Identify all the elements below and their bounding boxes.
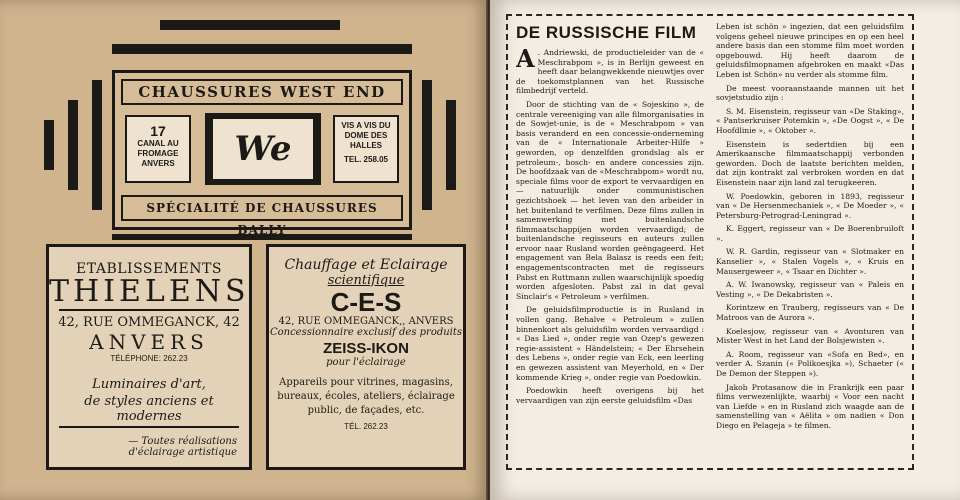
bally-logo [205,113,321,185]
article-paragraph: W. R. Gardin, regisseur van « Slotmaker en Kanselier », « Stalen Vogels », « Kruis en Mausergeweer », « Tsaar en Dichter ». [716,247,904,276]
divider [59,309,239,311]
ces-tel: TÉL. 262.23 [344,422,388,431]
decorative-bar [92,80,102,210]
article-paragraph: Korintzew en Trauberg, regisseurs van « De Matroos van de Aurora ». [716,303,904,323]
thielens-city: ANVERS [89,330,209,354]
article-paragraph [516,44,704,96]
thielens-street: 42, RUE OMMEGANCK, 42 [58,315,240,330]
article-column-2 [716,22,904,462]
ces-brand: ZEISS-IKON [323,340,409,357]
bally-tel: TEL. 258.05 [343,155,389,164]
bally-vis-a-vis: VIS A VIS DU DOME DES HALLES [341,121,391,150]
decorative-bar [160,20,340,30]
thielens-tel: TÉLÉPHONE: 262.23 [110,354,188,363]
ces-advertisement [266,244,466,470]
ces-concession: Concessionnaire exclusif des produits [269,327,463,338]
ces-street: 42, RUE OMMEGANCK,, ANVERS [278,316,454,327]
article-paragraph: De geluidsfilmproductie is in Rusland in vollen gang. Behalve « Petroleum » zullen binnenkort als geluidsfilm worden vervaardigd : « Das Lied », onder regie van Ozep's gewezen regie-assistent « Händelstein; « Der Ehrsehein des Lebens », onder regie van Eck, een leerling en gewezen assistent van Meyerhold, en « Der kommende Krieg », onder regie van Poedowkin. [516,305,704,382]
decorative-bar [422,80,432,210]
bally-advertisement [40,20,460,240]
article-columns [516,22,904,462]
article-paragraph: A. Room, regisseur van «Sofa en Bed», en verder A. Szanin (« Polikoesjka »), Schaeter (« De Demon der Steppen »). [716,349,904,378]
article-paragraph: Jakob Protasanow die in Frankrijk een paar films verwezenlijkte, waarbij « Voor een nacht van Liefde » en in Rusland zich waagde aan de samenstelling van « Aëlita » om nadien « Don Diego en Pelageja » te filmen. [716,382,904,430]
bally-location-box [333,115,399,183]
bally-address-box [125,115,191,183]
decorative-bar [446,100,456,190]
thielens-line4: d'éclairage artistique [128,447,237,458]
bally-logo-text: We [213,119,313,179]
article-paragraph: S. M. Eisenstein, regisseur van «De Staking», « Pantserkruiser Potemkin », «De Oogst », « De Hoofdlinie », « Oktober ». [716,106,904,135]
article-title: DE RUSSISCHE FILM [516,23,697,42]
thielens-line2: de styles anciens et modernes [59,394,239,428]
bally-address-number: 17 [150,123,166,139]
ces-logo: C-E-S [330,287,402,317]
drop-cap: A [516,44,535,73]
ces-subheading: scientifique [327,273,405,288]
article-paragraph: De meest vooraanstaande mannen uit het sovjetstudio zijn : [716,83,904,103]
thielens-name: THIELENS [49,274,250,309]
article-text: . Andriewski, de productieleider van de « Meschrabpom », is in Berlijn geweest en heeft daar belangwekkende nieuwtjes over de toekomstplannen van het Russische filmbedrijf verteld. [516,48,704,96]
article-paragraph: Poedowkin heeft overigens bij het vervaardigen van zijn eerste geluidsfilm «Das [516,386,704,405]
thielens-heading: ETABLISSEMENTS [76,261,222,277]
bally-tagline: SPÉCIALITÉ DE CHAUSSURES BALLY [121,195,403,221]
decorative-bar [68,100,78,190]
thielens-line1: Luminaires d'art, [92,377,206,392]
article-paragraph: A. W. Iwanowsky, regisseur van « Paleis en Vesting », « De Dekabristen ». [716,280,904,299]
thielens-line3: — Toutes réalisations [128,436,237,447]
article-column-1 [516,22,704,462]
article-paragraph: Door de stichting van de « Sojeskino », de centrale vereeniging van alle filmorganisaties in de Sowjet-unie, is de « Meschrabpom » van basis veranderd en een concessie-onderneming van de « Internationale Arbeiter-Hilfe » geworden, op denzelfden grondslag als er petroleum-, bosch- en andere concessies zijn. De hoofdzaak van de «Meschrabpom» wordt nu, speciale films voor de export te vervaardigen en — natuurlijk onder communistischen gezichtshoek — het leven van den arbeider in het buitenland te verfilmen. Deze films zullen in samenwerking met buitenlandsche filmmaatschappijen worden vervaardigd; de buitenlandsche regisseurs en auteurs zullen ervoor naar Rusland worden geëngageerd. Het engagement van Bela Balasz is reeds een feit; engagementscontracten met de regisseurs Pabst en Ruttmann zullen waarschijnlijk spoedig worden afgesloten. Pabst zal in dat geval Sinclair's « Petroleum » verfilmen. [516,99,704,301]
article-paragraph: Eisenstein is sedertdien bij een Amerikaansche filmmaatschappij verbonden geworden. Doch de laatste berichten melden, dat zijn kontrakt zal verbroken worden en dat Eisenstein naar zijn land zal terugkeeren. [716,139,904,187]
decorative-bar [44,120,54,170]
ces-pour: pour l'éclairage [326,357,406,368]
ces-heading: Chauffage et Eclairage [284,257,448,273]
ces-appareils: Appareils pour vitrines, magasins, bureaux, écoles, ateliers, éclairage public, de façades, etc. [277,377,455,416]
thielens-advertisement [46,244,252,470]
article-paragraph: K. Eggert, regisseur van « De Boerenbruiloft ». [716,224,904,243]
bally-address-lines: CANAL AU FROMAGE ANVERS [137,139,179,168]
article-paragraph: W. Poedowkin, geboren in 1893, regisseur van « De Hersenmechaniek », « De Moeder », « Petersburg-Petrograd-Leningrad ». [716,191,904,220]
article-frame [506,14,914,470]
decorative-bar [112,44,412,54]
bally-frame [112,70,412,237]
article-paragraph: Koelesjow, regisseur van « Avonturen van Mister West in het Land der Bolsjewisten ». [716,326,904,346]
article-paragraph: Leben ist schön » ingezien, dat een geluidsfilm volgens geheel nieuwe principes en op een heel andere basis dan een stomme film moet worden opgebouwd. Hij heeft daarom de geluidsfilmopnamen afgebroken en maakt «Das Leben ist Schön» nu verder als stomme film. [716,22,904,79]
bally-headline: CHAUSSURES WEST END [121,79,403,105]
